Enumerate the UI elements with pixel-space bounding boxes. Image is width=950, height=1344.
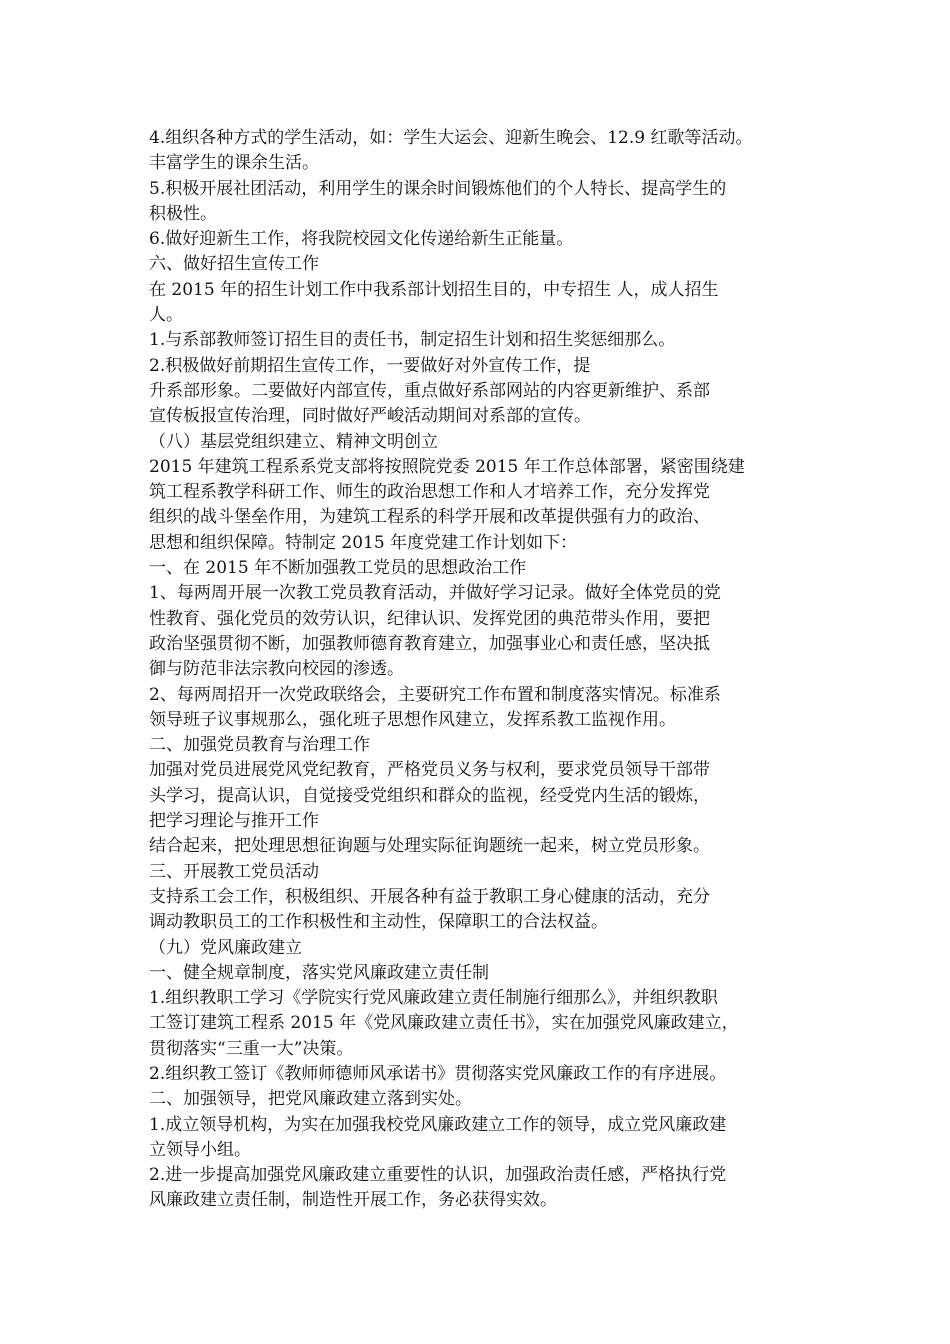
- text-line: 宣传板报宣传治理，同时做好严峻活动期间对系部的宣传。: [149, 406, 591, 427]
- text-line: 2.组织教工签订《教师师德师风承诺书》贯彻落实党风廉政工作的有序进展。: [149, 1063, 727, 1084]
- section-heading: 一、在 2015 年不断加强教工党员的思想政治工作: [149, 558, 527, 579]
- section-heading: 二、加强领导，把党风廉政建立落到实处。: [149, 1089, 472, 1110]
- text-line: 把学习理论与推开工作: [149, 811, 319, 832]
- text-line: 丰富学生的课余生活。: [149, 153, 319, 174]
- section-heading: 三、开展教工党员活动: [149, 861, 319, 882]
- text-line: 升系部形象。二要做好内部宣传，重点做好系部网站的内容更新维护、系部: [149, 380, 710, 401]
- text-line: 工签订建筑工程系 2015 年《党风廉政建立责任书》，实在加强党风廉政建立，: [149, 1013, 739, 1034]
- text-line: 领导班子议事规那么，强化班子思想作风建立，发挥系教工监视作用。: [149, 709, 676, 730]
- text-line: 1.组织教职工学习《学院实行党风廉政建立责任制施行细那么》，并组织教职: [149, 988, 718, 1009]
- text-line: 思想和组织保障。特制定 2015 年度党建工作计划如下：: [149, 532, 578, 553]
- text-line: 御与防范非法宗教向校园的渗透。: [149, 659, 404, 680]
- text-line: 6.做好迎新生工作，将我院校园文化传递给新生正能量。: [149, 229, 574, 250]
- text-line: 2、每两周招开一次党政联络会，主要研究工作布置和制度落实情况。标准系: [149, 684, 721, 705]
- text-line: 头学习，提高认识，自觉接受党组织和群众的监视，经受党内生活的锻炼，: [149, 785, 710, 806]
- text-line: 2.积极做好前期招生宣传工作，一要做好对外宣传工作，提: [149, 355, 591, 376]
- text-line: 积极性。: [149, 203, 217, 224]
- text-line: 组织的战斗堡垒作用，为建筑工程系的科学开展和改革提供强有力的政治、: [149, 507, 710, 528]
- text-line: 立领导小组。: [149, 1139, 251, 1160]
- section-heading: 二、加强党员教育与治理工作: [149, 735, 370, 756]
- text-line: 支持系工会工作，积极组织、开展各种有益于教职工身心健康的活动，充分: [149, 886, 710, 907]
- text-line: 1.与系部教师签订招生目的责任书，制定招生计划和招生奖惩细那么。: [149, 330, 676, 351]
- text-line: 人。: [149, 305, 183, 326]
- text-line: 筑工程系教学科研工作、师生的政治思想工作和人才培养工作，充分发挥党: [149, 482, 710, 503]
- document-body: [149, 126, 819, 1214]
- text-line: 5.积极开展社团活动，利用学生的课余时间锻炼他们的个人特长、提高学生的: [149, 178, 727, 199]
- section-heading: （九）党风廉政建立: [149, 937, 302, 958]
- text-line: 1、每两周开展一次教工党员教育活动，并做好学习记录。做好全体党员的党: [149, 583, 721, 604]
- text-line: 贯彻落实“三重一大”决策。: [149, 1038, 354, 1059]
- text-line: 4.组织各种方式的学生活动，如：学生大运会、迎新生晚会、12.9 红歌等活动。: [149, 128, 753, 148]
- text-line: 加强对党员进展党风党纪教育，严格党员义务与权利，要求党员领导干部带: [149, 760, 710, 781]
- text-line: 政治坚强贯彻不断，加强教师德育教育建立，加强事业心和责任感，坚决抵: [149, 633, 710, 654]
- text-line: 2015 年建筑工程系系党支部将按照院党委 2015 年工作总体部署，紧密围绕建: [149, 456, 745, 477]
- text-line: 在 2015 年的招生计划工作中我系部计划招生目的，中专招生 人，成人招生: [149, 279, 719, 300]
- text-line: 结合起来，把处理思想征询题与处理实际征询题统一起来，树立党员形象。: [149, 836, 710, 857]
- section-heading: 一、健全规章制度，落实党风廉政建立责任制: [149, 962, 489, 983]
- text-line: 2.进一步提高加强党风廉政建立重要性的认识，加强政治责任感，严格执行党: [149, 1165, 727, 1186]
- section-heading: （八）基层党组织建立、精神文明创立: [149, 431, 438, 452]
- text-line: 调动教职员工的工作积极性和主动性，保障职工的合法权益。: [149, 912, 608, 933]
- text-line: 性教育、强化党员的效劳认识，纪律认识、发挥党团的典范带头作用，要把: [149, 608, 710, 629]
- section-heading: 六、做好招生宣传工作: [149, 254, 319, 275]
- text-line: 风廉政建立责任制，制造性开展工作，务必获得实效。: [149, 1190, 557, 1211]
- text-line: 1.成立领导机构，为实在加强我校党风廉政建立工作的领导，成立党风廉政建: [149, 1114, 727, 1135]
